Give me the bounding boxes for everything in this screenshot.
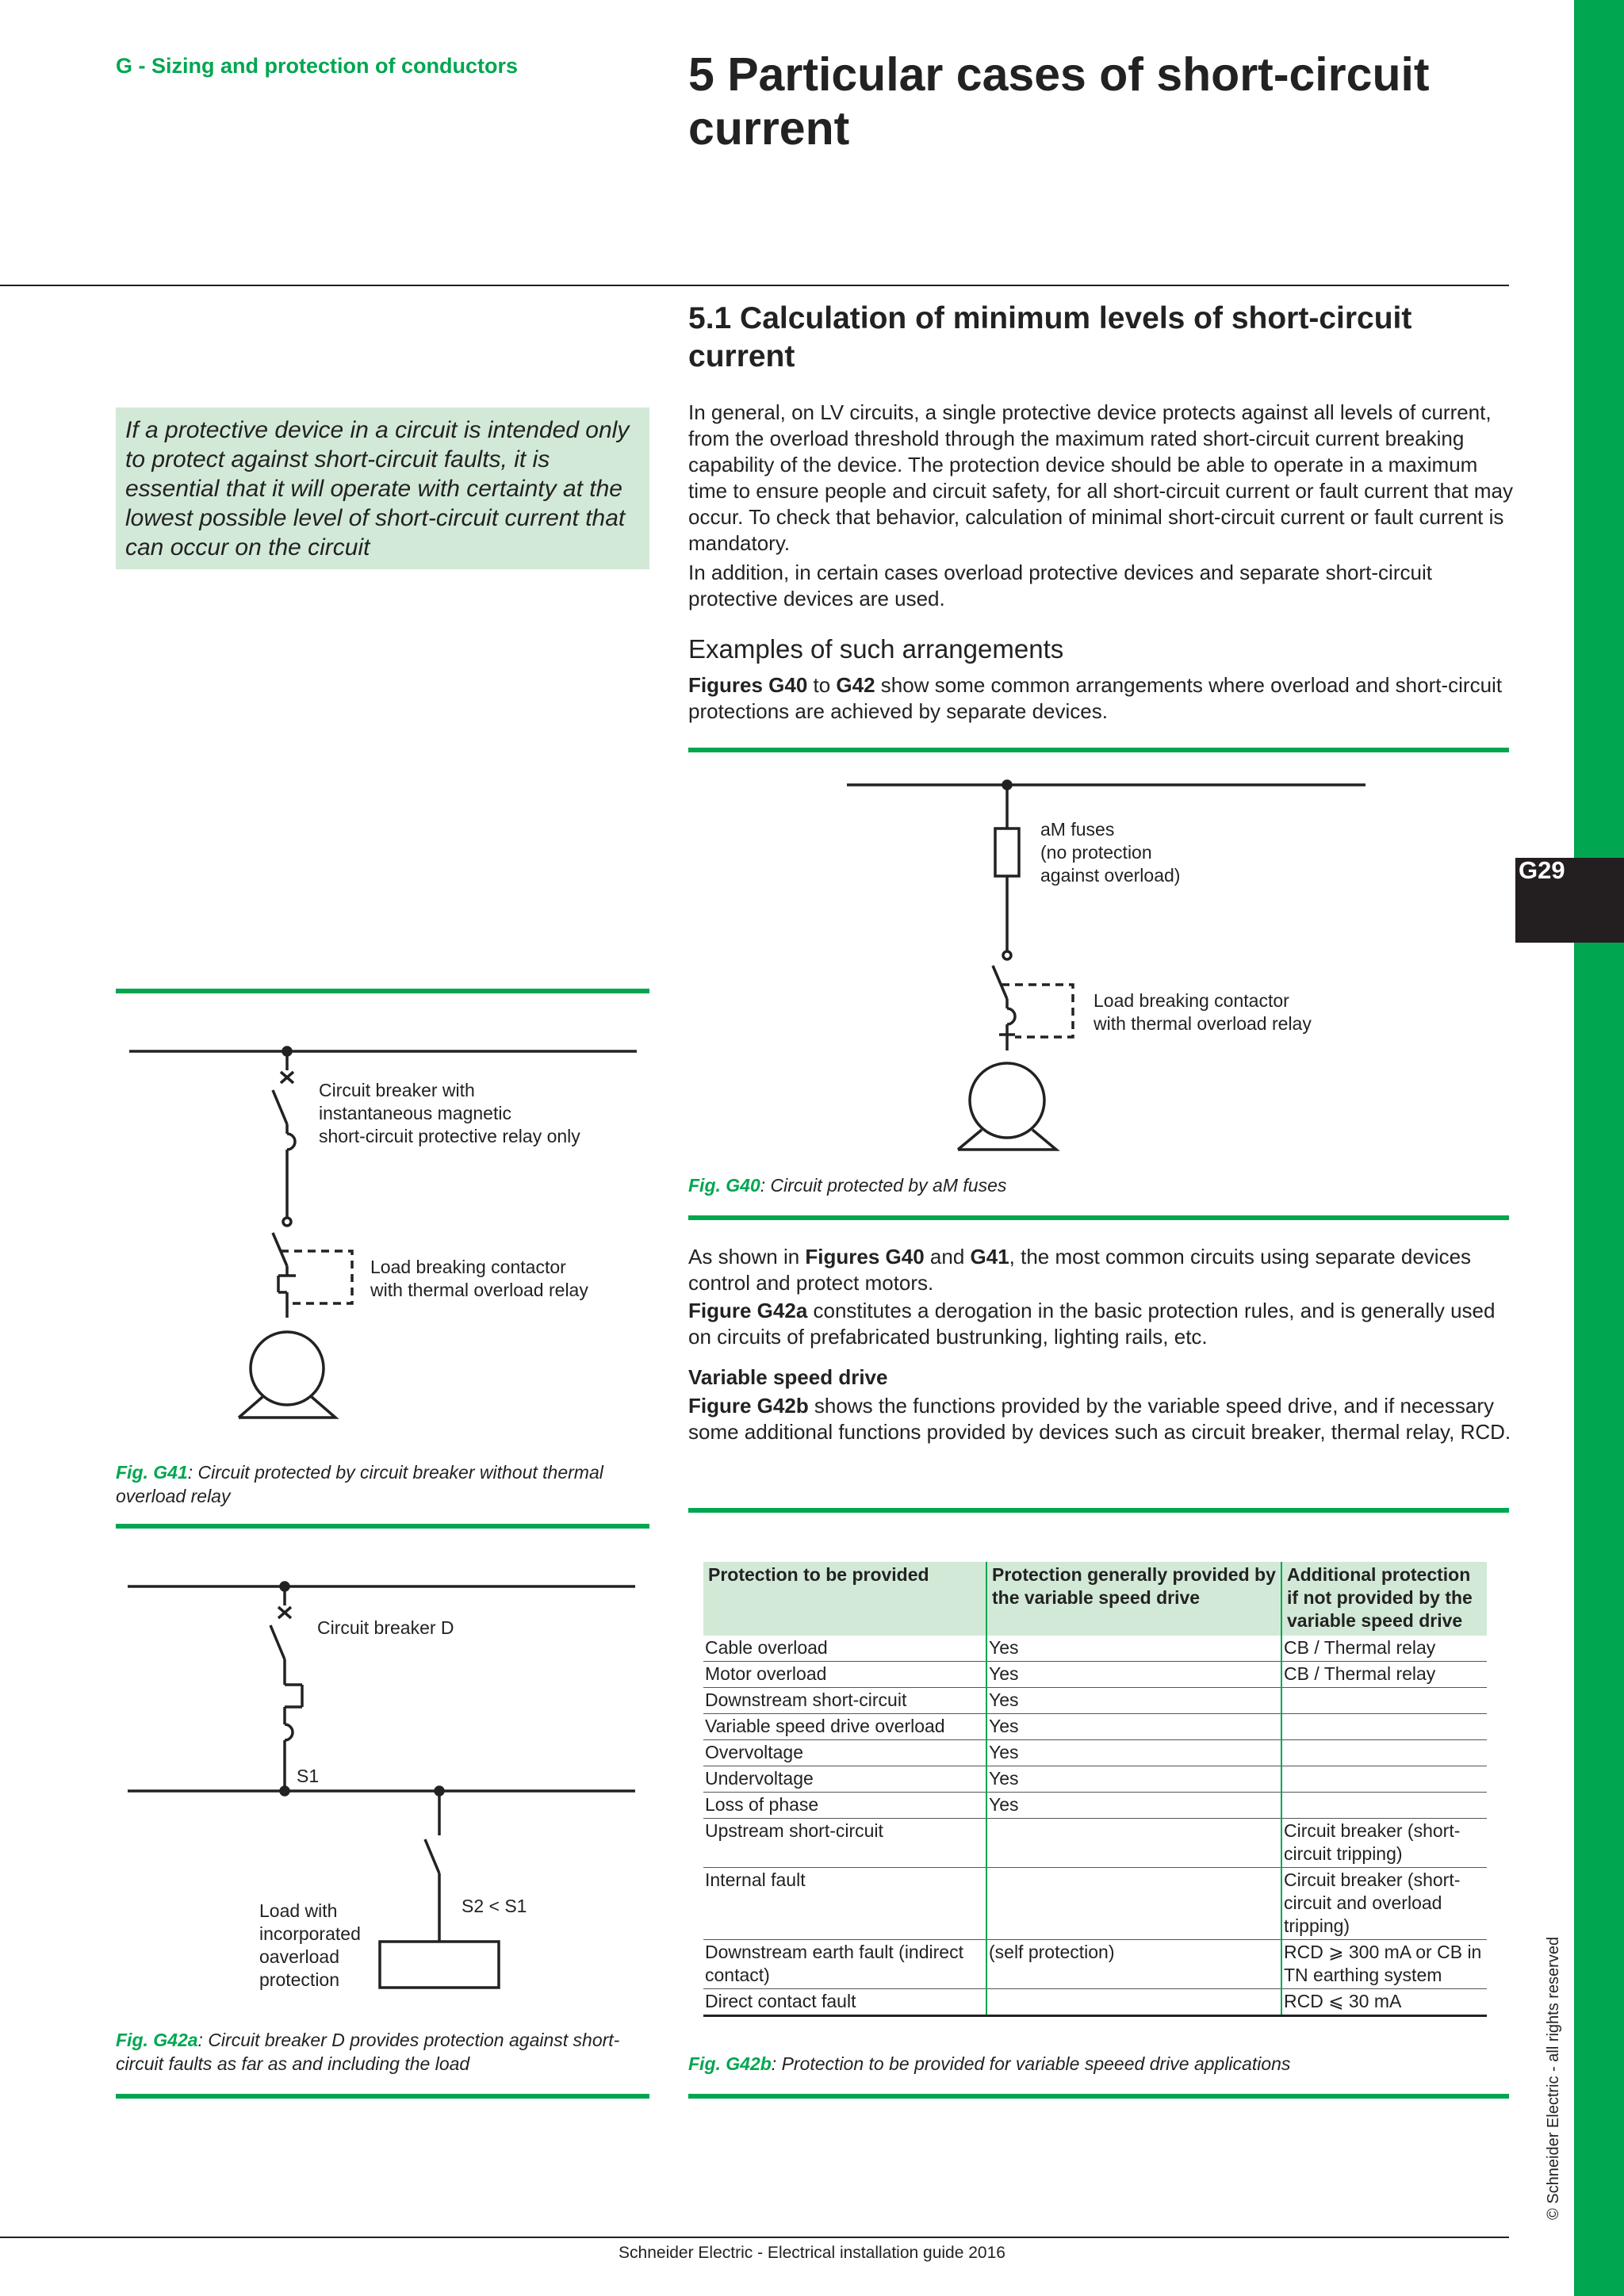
- breaker-switch: [273, 1090, 287, 1124]
- table-cell: Overvoltage: [703, 1740, 986, 1766]
- figure-divider: [116, 989, 649, 993]
- page-number-badge: G29: [1515, 858, 1624, 943]
- breaker-d-label: Circuit breaker D: [317, 1617, 454, 1638]
- motor-symbol: [970, 1063, 1044, 1138]
- branch-switch: [425, 1839, 439, 1873]
- contactor-switch: [273, 1233, 287, 1266]
- breaker-label-1: Circuit breaker with: [319, 1080, 475, 1100]
- table-row: [703, 1714, 1487, 1740]
- table-cell: RCD ⩽ 30 mA: [1281, 1989, 1487, 2016]
- header-divider: [0, 285, 1509, 286]
- footer-text: Schneider Electric - Electrical installation guide 2016: [619, 2244, 1005, 2262]
- breaker-label-2: instantaneous magnetic: [319, 1103, 511, 1123]
- figure-divider: [688, 1215, 1509, 1220]
- figure-divider: [688, 2094, 1509, 2099]
- fig-g40-diagram: [688, 761, 1402, 1173]
- table-cell: Yes: [986, 1793, 1281, 1819]
- vsd-heading: Variable speed drive: [688, 1365, 888, 1389]
- table-row: [703, 1989, 1487, 2016]
- table-cell: [986, 1989, 1281, 2016]
- table-row: [703, 1688, 1487, 1714]
- motor-symbol: [251, 1332, 324, 1405]
- breaker-switch: [270, 1625, 285, 1659]
- contactor-label-1: Load breaking contactor: [1094, 990, 1289, 1011]
- table-cell: [1281, 1714, 1487, 1740]
- section-title: 5.1 Calculation of minimum levels of short-circuit current: [688, 301, 1412, 373]
- paragraph-addition: In addition, in certain cases overload protective devices and separate short-circuit protective devices are used.: [688, 561, 1432, 610]
- table-cell: Yes: [986, 1688, 1281, 1714]
- table-header: Protection generally provided by the variable speed drive: [986, 1562, 1281, 1636]
- table-cell: Yes: [986, 1714, 1281, 1740]
- caption-g42a: Fig. G42a: Circuit breaker D provides protection against short-circuit faults as far as and including the load: [116, 2030, 620, 2074]
- load-label-1: Load with: [259, 1900, 338, 1921]
- contactor-label-2: with thermal overload relay: [370, 1280, 588, 1300]
- fig-g40-labels: [1040, 819, 1312, 1034]
- table-cell: CB / Thermal relay: [1281, 1636, 1487, 1662]
- fig-g42a-labels: [259, 1617, 527, 1990]
- table-cell: (self protection): [986, 1940, 1281, 1989]
- breaker-label-3: short-circuit protective relay only: [319, 1126, 580, 1146]
- table-row: [703, 1793, 1487, 1819]
- table-cell: Downstream earth fault (indirect contact): [703, 1940, 986, 1989]
- fuse-symbol: [995, 828, 1019, 876]
- footer-divider: [0, 2237, 1509, 2238]
- paragraph-examples: Figures G40 to G42 show some common arrangements where overload and short-circuit protections are achieved by separate devices.: [688, 673, 1503, 723]
- table-cell: Motor overload: [703, 1662, 986, 1688]
- contactor-label-2: with thermal overload relay: [1094, 1013, 1312, 1034]
- table-cell: Loss of phase: [703, 1793, 986, 1819]
- callout-box: If a protective device in a circuit is intended only to protect against short-circuit faults, it is essential that it will operate with certainty at the lowest possible level of short-circuit current that can occur on the circuit: [116, 408, 649, 569]
- figure-divider: [688, 1508, 1509, 1513]
- page-title: 5 Particular cases of short-circuit current: [688, 48, 1430, 155]
- table-cell: Undervoltage: [703, 1766, 986, 1793]
- load-label-3: oaverload: [259, 1946, 340, 1967]
- figure-divider: [116, 2094, 649, 2099]
- caption-g40: Fig. G40: Circuit protected by aM fuses: [688, 1175, 1007, 1196]
- table-cell: [1281, 1766, 1487, 1793]
- chapter-heading: G - Sizing and protection of conductors: [116, 54, 518, 78]
- contactor-switch: [993, 966, 1007, 999]
- caption-g42b: Fig. G42b: Protection to be provided for variable speeed drive applications: [688, 2053, 1291, 2074]
- table-cell: [986, 1868, 1281, 1940]
- table-cell: Upstream short-circuit: [703, 1819, 986, 1868]
- figure-divider: [116, 1524, 649, 1529]
- table-cell: CB / Thermal relay: [1281, 1662, 1487, 1688]
- table-cell: Circuit breaker (short-circuit tripping): [1281, 1819, 1487, 1868]
- table-cell: [1281, 1740, 1487, 1766]
- table-cell: Yes: [986, 1636, 1281, 1662]
- side-accent-bar: [1574, 0, 1624, 2296]
- fuse-label-1: aM fuses: [1040, 819, 1115, 840]
- examples-heading: Examples of such arrangements: [688, 634, 1064, 664]
- copyright-notice: © Schneider Electric - all rights reserved: [1545, 1936, 1562, 2220]
- table-row: [703, 1766, 1487, 1793]
- paragraph-vsd: Figure G42b shows the functions provided by the variable speed drive, and if necessary some additional functions provided by devices such as circuit breaker, thermal relay, RCD.: [688, 1394, 1511, 1444]
- table-cell: RCD ⩾ 300 mA or CB in TN earthing system: [1281, 1940, 1487, 1989]
- table-cell: Yes: [986, 1766, 1281, 1793]
- table-cell: [1281, 1688, 1487, 1714]
- paragraph-common-circuits: As shown in Figures G40 and G41, the most common circuits using separate devices control and protect motors.: [688, 1245, 1472, 1295]
- table-row: [703, 1636, 1487, 1662]
- table-cell: Yes: [986, 1740, 1281, 1766]
- fuse-label-3: against overload): [1040, 865, 1181, 886]
- table-cell: Internal fault: [703, 1868, 986, 1940]
- table-cell: Direct contact fault: [703, 1989, 986, 2016]
- protection-table: [703, 1562, 1487, 2017]
- table-cell: Variable speed drive overload: [703, 1714, 986, 1740]
- figure-divider: [688, 748, 1509, 752]
- table-row: [703, 1740, 1487, 1766]
- s2-label: S2 < S1: [462, 1896, 527, 1916]
- fuse-label-2: (no protection: [1040, 842, 1152, 863]
- load-label-2: incorporated: [259, 1923, 361, 1944]
- protection-table-body: [703, 1636, 1487, 2016]
- table-cell: Cable overload: [703, 1636, 986, 1662]
- table-row: [703, 1868, 1487, 1940]
- load-box: [380, 1942, 499, 1988]
- table-header: Additional protection if not provided by the variable speed drive: [1281, 1562, 1487, 1636]
- table-cell: Circuit breaker (short-circuit and overload tripping): [1281, 1868, 1487, 1940]
- fig-g42a-diagram: [116, 1566, 649, 2010]
- fig-g41-diagram: [116, 1031, 649, 1427]
- s1-label: S1: [297, 1766, 320, 1786]
- table-header-row: [703, 1562, 1487, 1636]
- contactor-label-1: Load breaking contactor: [370, 1257, 566, 1277]
- table-row: [703, 1819, 1487, 1868]
- fig-g41-labels: [319, 1080, 588, 1300]
- paragraph-derogation: Figure G42a constitutes a derogation in the basic protection rules, and is generally used on circuits of prefabricated bustrunking, lighting rails, etc.: [688, 1299, 1496, 1349]
- caption-g41: Fig. G41: Circuit protected by circuit breaker without thermal overload relay: [116, 1462, 603, 1506]
- table-row: [703, 1662, 1487, 1688]
- table-cell: [986, 1819, 1281, 1868]
- table-cell: [1281, 1793, 1487, 1819]
- load-label-4: protection: [259, 1969, 340, 1990]
- paragraph-intro: In general, on LV circuits, a single protective device protects against all levels of current, from the overload threshold through the maximum rated short-circuit current breaking capability of the device. The protection device should be able to operate in a maximum time to ensure people and circuit safety, for all short-circuit current or fault current that may occur. To check that behavior, calculation of minimal short-circuit current or fault current is mandatory.: [688, 400, 1513, 555]
- table-cell: Yes: [986, 1662, 1281, 1688]
- table-header: Protection to be provided: [703, 1562, 986, 1636]
- table-cell: Downstream short-circuit: [703, 1688, 986, 1714]
- table-row: [703, 1940, 1487, 1989]
